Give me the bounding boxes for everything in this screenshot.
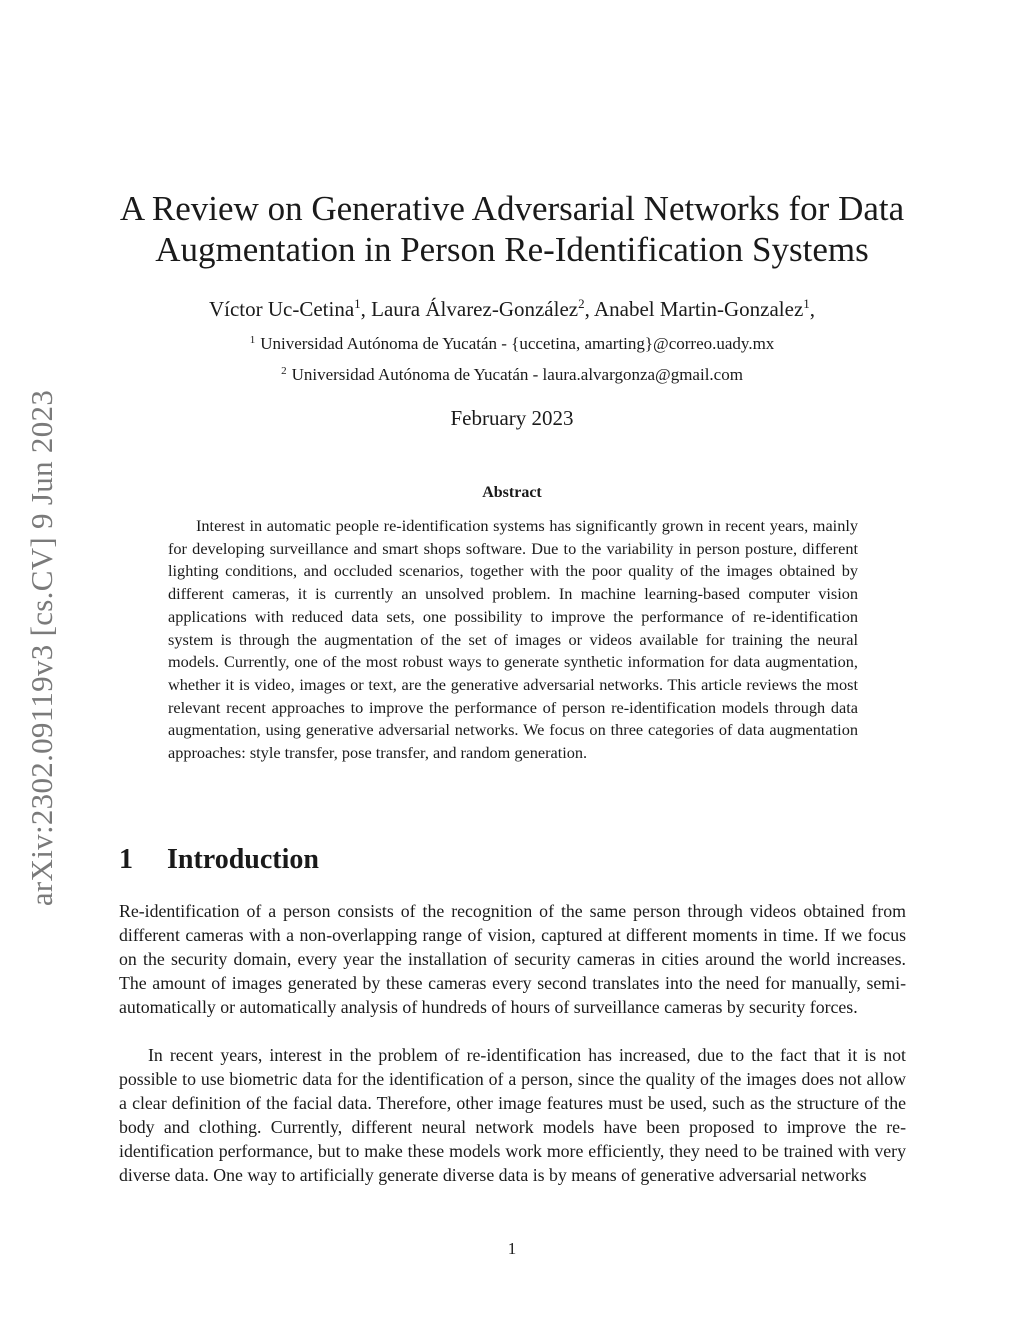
affiliation-text: Universidad Autónoma de Yucatán - laura.alvargonza@gmail.com	[291, 365, 743, 384]
author-name: Laura Álvarez-González	[371, 297, 579, 321]
author-affiliation-mark: 2	[578, 296, 585, 311]
affiliation-number: 1	[249, 334, 256, 346]
author-name: Anabel Martin-Gonzalez	[593, 297, 804, 321]
author-name: Víctor Uc-Cetina	[208, 297, 355, 321]
paper-title-line-2: Augmentation in Person Re-Identification Systems	[155, 230, 869, 269]
paper-title-line-1: A Review on Generative Adversarial Networks for Data	[119, 189, 905, 228]
author-affiliation-mark: 1	[354, 296, 361, 311]
author-affiliation-mark: 1	[803, 296, 810, 311]
affiliation-text: Universidad Autónoma de Yucatán - {uccetina, amarting}@correo.uady.mx	[260, 334, 775, 353]
author-list	[100, 296, 924, 322]
section-heading	[119, 844, 319, 876]
affiliation-number: 2	[281, 365, 287, 377]
publication-date: February 2023	[450, 406, 574, 430]
abstract-text: Interest in automatic people re-identification systems has significantly grown in recent years, mainly for developing surveillance and smart shops software. Due to the variability in person posture, different lighting conditions, and occluded scenarios, together with the poor quality of the images obtained by different cameras, it is currently an unsolved problem. In machine learning-based computer vision applications with reduced data sets, one possibility to improve the performance of re-identification system is through the augmentation of the set of images or videos available for training the neural models. Currently, one of the most robust ways to generate synthetic information for data augmentation, whether it is video, images or text, are the generative adversarial networks. This article reviews the most relevant recent approaches to improve the performance of person re-identification models through data augmentation, using generative adversarial networks. We focus on three categories of data augmentation approaches: style transfer, pose transfer, and random generation.	[168, 516, 858, 763]
arxiv-identifier-text: arXiv:2302.09119v3 [cs.CV] 9 Jun 2023	[24, 389, 59, 907]
author-separator: ,	[360, 297, 372, 321]
abstract-heading: Abstract	[482, 484, 542, 501]
author-separator: ,	[809, 297, 816, 321]
affiliation-line	[100, 334, 924, 354]
page-number: 1	[507, 1239, 517, 1258]
body-paragraph: Re-identification of a person consists of the recognition of the same person through videos obtained from different cameras with a non-overlapping range of vision, captured at different moments in time. If we focus on the security domain, every year the installation of security cameras in cities around the world increases. The amount of images generated by these cameras every second translates into the need for manually, semi-automatically or automatically analysis of hundreds of hours of surveillance cameras by security forces.	[119, 901, 906, 1017]
author-separator: ,	[584, 297, 594, 321]
affiliation-line	[100, 365, 924, 385]
paper-title	[100, 188, 924, 270]
body-paragraph: In recent years, interest in the problem of re-identification has increased, due to the fact that it is not possible to use biometric data for the identification of a person, since the quality of the images does not allow a clear definition of the facial data. Therefore, other image features must be used, such as the structure of the body and clothing. Currently, different neural network models have been proposed to improve the re-identification performance, but to make these models work more efficiently, they need to be trained with very diverse data. One way to artificially generate diverse data is by means of generative adversarial networks	[119, 1045, 906, 1185]
section-title: Introduction	[167, 844, 319, 875]
section-number: 1	[119, 844, 133, 875]
